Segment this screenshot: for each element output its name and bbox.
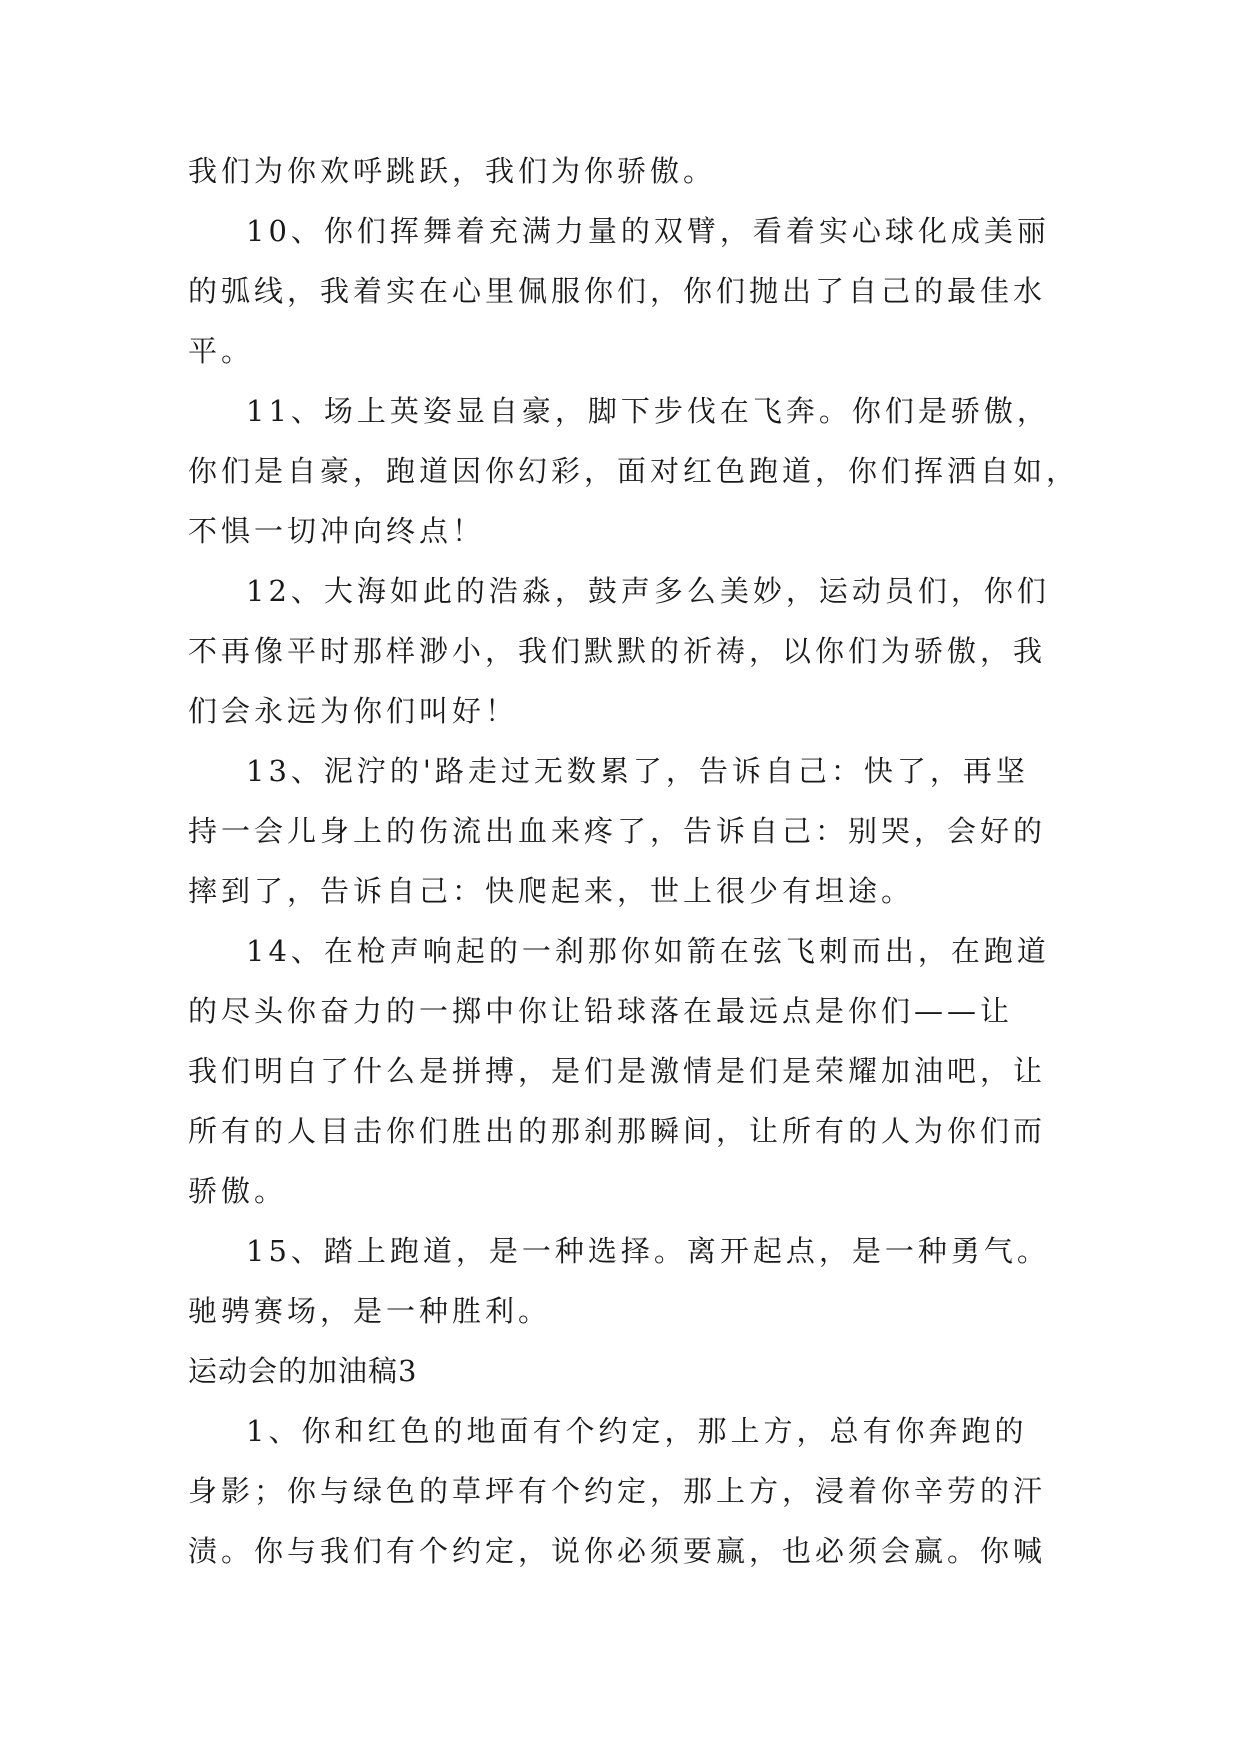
text-line: 14、在枪声响起的一刹那你如箭在弦飞刺而出，在跑道 bbox=[246, 934, 1050, 968]
section-heading bbox=[188, 1355, 1068, 1387]
text-line: 11、场上英姿显自豪，脚下步伐在飞奔。你们是骄傲， bbox=[246, 394, 1050, 428]
section-heading-text: 运动会的加油稿3 bbox=[188, 1354, 418, 1388]
text-line: 13、泥泞的'路走过无数累了，告诉自己：快了，再坚 bbox=[246, 754, 1029, 788]
text-line: 摔到了，告诉自己：快爬起来，世上很少有坦途。 bbox=[188, 874, 915, 908]
text-line: 们会永远为你们叫好！ bbox=[188, 694, 519, 728]
text-line: 渍。你与我们有个约定，说你必须要赢，也必须会赢。你喊 bbox=[188, 1534, 1047, 1568]
text-line: 的弧线，我着实在心里佩服你们，你们抛出了自己的最佳水 bbox=[188, 274, 1047, 308]
text-line: 驰骋赛场，是一种胜利。 bbox=[188, 1294, 552, 1328]
text-line: 平。 bbox=[188, 334, 255, 368]
text-line: 我们明白了什么是拼搏，是们是激情是们是荣耀加油吧，让 bbox=[188, 1054, 1047, 1088]
text-line: 你们是自豪，跑道因你幻彩，面对红色跑道，你们挥洒自如， bbox=[188, 454, 1080, 488]
paragraph-continuation bbox=[188, 155, 1068, 187]
paragraph-item-13 bbox=[188, 755, 1068, 907]
text-line: 1、你和红色的地面有个约定，那上方，总有你奔跑的 bbox=[246, 1414, 1028, 1448]
paragraph-section3-item-1 bbox=[188, 1415, 1068, 1567]
text-line: 不再像平时那样渺小，我们默默的祈祷，以你们为骄傲，我 bbox=[188, 634, 1047, 668]
paragraph-item-11 bbox=[188, 394, 1080, 548]
text-line: 15、踏上跑道，是一种选择。离开起点，是一种勇气。 bbox=[246, 1234, 1050, 1268]
text-line: 的尽头你奋力的一掷中你让铅球落在最远点是你们——让 bbox=[188, 994, 1014, 1028]
text-line: 骄傲。 bbox=[188, 1174, 288, 1208]
paragraph-item-12 bbox=[188, 575, 1068, 727]
text-line: 持一会儿身上的伤流出血来疼了，告诉自己：别哭，会好的 bbox=[188, 814, 1047, 848]
text-line: 不惧一切冲向终点！ bbox=[188, 514, 486, 548]
text-line: 10、你们挥舞着充满力量的双臂，看着实心球化成美丽 bbox=[246, 214, 1050, 248]
text-line: 身影；你与绿色的草坪有个约定，那上方，浸着你辛劳的汗 bbox=[188, 1474, 1047, 1508]
paragraph-item-14 bbox=[188, 935, 1068, 1207]
document-body bbox=[188, 154, 1080, 1595]
text-line: 12、大海如此的浩淼，鼓声多么美妙，运动员们，你们 bbox=[246, 574, 1050, 608]
text-line: 我们为你欢呼跳跃，我们为你骄傲。 bbox=[188, 154, 717, 188]
text-line: 所有的人目击你们胜出的那刹那瞬间，让所有的人为你们而 bbox=[188, 1114, 1047, 1148]
paragraph-item-10 bbox=[188, 215, 1068, 367]
paragraph-item-15 bbox=[188, 1235, 1068, 1327]
